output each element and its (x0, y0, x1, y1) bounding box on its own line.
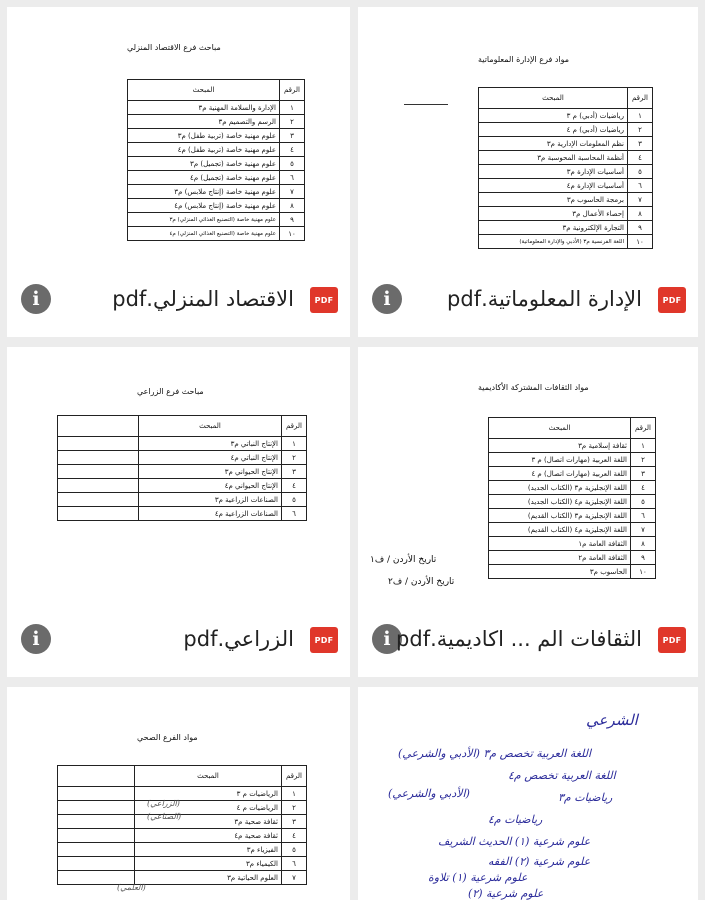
row-subject: الإنتاج الحيواني م٣ (139, 465, 282, 479)
doc-title: مواد فرع الإدارة المعلوماتية (478, 55, 570, 64)
table-row (58, 829, 307, 843)
subjects-table (57, 415, 307, 521)
table-header-row (128, 80, 305, 101)
table-row (479, 151, 653, 165)
table-header-row (58, 416, 307, 437)
row-subject: علوم مهنية خاصة (تربية طفل) م٣ (128, 129, 280, 143)
row-number: ٦ (282, 857, 307, 871)
table-row (58, 871, 307, 885)
file-preview[interactable] (7, 687, 350, 900)
doc-mark (404, 104, 448, 105)
handwritten-note: تاريخ الأردن / ف١ (370, 555, 437, 565)
table-row (489, 439, 656, 453)
table-row (479, 137, 653, 151)
row-number: ٣ (631, 467, 656, 481)
row-number: ٧ (628, 193, 653, 207)
row-number: ٩ (280, 213, 305, 227)
table-header-row (489, 418, 656, 439)
row-number: ٤ (280, 143, 305, 157)
file-name[interactable]: الزراعي.pdf (183, 627, 294, 651)
row-number: ٣ (628, 137, 653, 151)
handwritten-line: رياضيات م٣ (558, 791, 613, 804)
file-name[interactable]: الاقتصاد المنزلي.pdf (112, 287, 294, 311)
table-header-row (58, 766, 307, 787)
pdf-file-icon: PDF (310, 627, 338, 653)
row-number: ٢ (628, 123, 653, 137)
subjects-table (478, 87, 653, 249)
col-subject-header: المبحث (479, 88, 628, 109)
row-subject: الصناعات الزراعية م٤ (139, 507, 282, 521)
row-subject: علوم مهنية خاصة (إنتاج ملابس) م٤ (128, 199, 280, 213)
row-number: ١٠ (280, 227, 305, 241)
handwritten-note: (العلمي) (117, 883, 146, 892)
row-number: ٤ (628, 151, 653, 165)
row-number: ١ (628, 109, 653, 123)
row-number: ٧ (280, 185, 305, 199)
table-row (58, 801, 307, 815)
row-number: ٥ (280, 157, 305, 171)
table-row (479, 193, 653, 207)
file-card-footer (358, 263, 698, 337)
table-row (128, 101, 305, 115)
doc-title: مباحث فرع الزراعي (137, 387, 204, 396)
row-subject: الحاسوب م٣ (489, 565, 631, 579)
table-row (58, 493, 307, 507)
table-row (128, 199, 305, 213)
row-subject: علوم مهنية خاصة (إنتاج ملابس) م٣ (128, 185, 280, 199)
row-subject: برمجة الحاسوب م٣ (479, 193, 628, 207)
row-subject: علوم مهنية خاصة (التصنيع الغذائي المنزلي) م٣ (128, 213, 280, 227)
doc-title: مواد الثقافات المشتركة الأكاديمية (478, 383, 589, 392)
row-subject: اللغة الإنجليزية م٣ (الكتاب الجديد) (489, 481, 631, 495)
col-num-header: الرقم (628, 88, 653, 109)
table-row (479, 179, 653, 193)
handwritten-line: اللغة العربية تخصص م٤ (508, 769, 616, 782)
table-row (489, 453, 656, 467)
row-number: ٦ (631, 509, 656, 523)
row-number: ٤ (282, 479, 307, 493)
file-preview[interactable] (358, 687, 698, 900)
col-num-header: الرقم (631, 418, 656, 439)
handwritten-note: (الزراعي) (147, 799, 180, 808)
table-row (128, 129, 305, 143)
table-row (489, 509, 656, 523)
table-row (489, 537, 656, 551)
table-row (489, 495, 656, 509)
subjects-table (57, 765, 307, 885)
file-card-footer (7, 263, 350, 337)
file-card-footer (358, 603, 698, 677)
blank-cell (58, 843, 135, 857)
table-row (128, 171, 305, 185)
row-subject: اللغة العربية (مهارات اتصال) م ٣ (489, 453, 631, 467)
file-card-academic-cultures[interactable] (358, 347, 698, 677)
handwritten-line: (الأدبي والشرعي) (388, 787, 470, 800)
row-subject: ثقافة صحية م٣ (135, 815, 282, 829)
col-subject-header: المبحث (135, 766, 282, 787)
row-subject: الرسم والتصميم م٣ (128, 115, 280, 129)
handwritten-line: علوم شرعية (١) تلاوة (428, 871, 528, 884)
file-card-footer (7, 603, 350, 677)
blank-cell (58, 493, 139, 507)
row-subject: الرياضيات م ٤ (135, 801, 282, 815)
table-row (58, 857, 307, 871)
handwritten-note: (الصناعي) (147, 812, 182, 821)
row-number: ٨ (631, 537, 656, 551)
row-subject: ثقافة صحية م٤ (135, 829, 282, 843)
table-row (489, 523, 656, 537)
row-number: ٤ (631, 481, 656, 495)
table-row (128, 213, 305, 227)
row-subject: رياضيات (أدبي) م ٤ (479, 123, 628, 137)
blank-cell (58, 801, 135, 815)
blank-cell (58, 479, 139, 493)
file-card-agricultural[interactable] (7, 347, 350, 677)
table-row (479, 109, 653, 123)
table-row (489, 551, 656, 565)
blank-column (58, 766, 135, 787)
blank-cell (58, 815, 135, 829)
col-num-header: الرقم (280, 80, 305, 101)
pdf-file-icon: PDF (658, 627, 686, 653)
handwritten-line: رياضيات م٤ (488, 813, 543, 826)
subjects-table (127, 79, 305, 241)
table-row (58, 465, 307, 479)
handwritten-note: تاريخ الأردن / ف٢ (388, 577, 455, 587)
row-number: ٢ (282, 451, 307, 465)
file-preview[interactable] (7, 7, 350, 263)
row-number: ٣ (280, 129, 305, 143)
row-subject: التجارة الإلكترونية م٣ (479, 221, 628, 235)
row-number: ٢ (631, 453, 656, 467)
file-card-health[interactable] (7, 687, 350, 900)
row-number: ٢ (282, 801, 307, 815)
row-subject: الثقافة العامة م١ (489, 537, 631, 551)
row-subject: اللغة العربية (مهارات اتصال) م ٤ (489, 467, 631, 481)
row-number: ١ (282, 787, 307, 801)
doc-title: مباحث فرع الاقتصاد المنزلي (127, 43, 221, 52)
col-subject-header: المبحث (139, 416, 282, 437)
table-row (58, 507, 307, 521)
table-row (58, 787, 307, 801)
row-subject: الثقافة العامة م٢ (489, 551, 631, 565)
blank-cell (58, 465, 139, 479)
row-subject: إحصاء الأعمال م٣ (479, 207, 628, 221)
table-row (479, 221, 653, 235)
blank-cell (58, 787, 135, 801)
row-subject: أساسيات الإدارة م٣ (479, 165, 628, 179)
row-subject: الإنتاج النباتي م٣ (139, 437, 282, 451)
table-row (128, 227, 305, 241)
row-number: ٩ (628, 221, 653, 235)
table-row (58, 479, 307, 493)
row-number: ٨ (628, 207, 653, 221)
table-row (489, 467, 656, 481)
col-num-header: الرقم (282, 416, 307, 437)
row-subject: علوم مهنية خاصة (التصنيع الغذائي المنزلي) م٤ (128, 227, 280, 241)
table-header-row (479, 88, 653, 109)
row-number: ٦ (280, 171, 305, 185)
handwritten-line: الشرعي (586, 711, 638, 729)
row-number: ٢ (280, 115, 305, 129)
table-row (479, 207, 653, 221)
row-number: ٤ (282, 829, 307, 843)
table-row (58, 437, 307, 451)
row-number: ٥ (282, 843, 307, 857)
row-subject: الكيمياء م٣ (135, 857, 282, 871)
doc-title: مواد الفرع الصحي (137, 733, 198, 742)
file-card-information-management[interactable] (358, 7, 698, 337)
row-subject: الإنتاج الحيواني م٤ (139, 479, 282, 493)
row-subject: العلوم الحياتية م٣ (135, 871, 282, 885)
table-row (479, 165, 653, 179)
pdf-file-icon: PDF (310, 287, 338, 313)
row-subject: الصناعات الزراعية م٣ (139, 493, 282, 507)
table-row (128, 185, 305, 199)
file-preview[interactable] (7, 347, 350, 603)
row-number: ١ (631, 439, 656, 453)
row-number: ٥ (282, 493, 307, 507)
row-number: ٧ (282, 871, 307, 885)
blank-cell (58, 437, 139, 451)
handwritten-line: علوم شرعية (٢) الفقه (488, 855, 591, 868)
file-card-handwritten[interactable] (358, 687, 698, 900)
table-row (489, 481, 656, 495)
row-number: ٥ (631, 495, 656, 509)
row-number: ٦ (282, 507, 307, 521)
info-icon[interactable]: i (372, 284, 402, 314)
pdf-file-icon: PDF (658, 287, 686, 313)
handwritten-line: علوم شرعية (٢) (468, 887, 544, 900)
table-row (479, 123, 653, 137)
row-subject: أساسيات الإدارة م٤ (479, 179, 628, 193)
col-subject-header: المبحث (128, 80, 280, 101)
file-name[interactable]: الثقافات الم ... اكاديمية.pdf (396, 627, 642, 651)
file-card-home-economics[interactable] (7, 7, 350, 337)
table-row (479, 235, 653, 249)
row-number: ٨ (280, 199, 305, 213)
row-number: ٣ (282, 815, 307, 829)
row-subject: اللغة الإنجليزية م٣ (الكتاب القديم) (489, 509, 631, 523)
row-subject: علوم مهنية خاصة (تجميل) م٣ (128, 157, 280, 171)
row-subject: الرياضيات م ٣ (135, 787, 282, 801)
info-icon[interactable]: i (21, 284, 51, 314)
row-subject: اللغة الإنجليزية م٤ (الكتاب القديم) (489, 523, 631, 537)
file-name[interactable]: الإدارة المعلوماتية.pdf (447, 287, 642, 311)
row-number: ٥ (628, 165, 653, 179)
row-number: ٣ (282, 465, 307, 479)
handwritten-line: علوم شرعية (١) الحديث الشريف (438, 835, 591, 848)
row-subject: ثقافة إسلامية م٣ (489, 439, 631, 453)
row-number: ١ (282, 437, 307, 451)
blank-cell (58, 829, 135, 843)
col-subject-header: المبحث (489, 418, 631, 439)
file-preview[interactable] (358, 347, 698, 603)
blank-column (58, 416, 139, 437)
row-subject: الفيزياء م٣ (135, 843, 282, 857)
table-row (58, 451, 307, 465)
col-num-header: الرقم (282, 766, 307, 787)
table-row (128, 143, 305, 157)
subjects-table (488, 417, 656, 579)
row-subject: الإنتاج النباتي م٤ (139, 451, 282, 465)
table-row (58, 815, 307, 829)
row-number: ٩ (631, 551, 656, 565)
table-row (58, 843, 307, 857)
row-number: ١٠ (628, 235, 653, 249)
row-subject: نظم المعلومات الإدارية م٣ (479, 137, 628, 151)
file-preview[interactable] (358, 7, 698, 263)
blank-cell (58, 857, 135, 871)
table-row (489, 565, 656, 579)
info-icon[interactable]: i (21, 624, 51, 654)
row-number: ١٠ (631, 565, 656, 579)
table-row (128, 115, 305, 129)
row-number: ١ (280, 101, 305, 115)
row-subject: أنظمة المحاسبة المحوسبة م٣ (479, 151, 628, 165)
handwritten-line: اللغة العربية تخصص م٣ (الأدبي والشرعي) (398, 747, 592, 760)
row-subject: علوم مهنية خاصة (تجميل) م٤ (128, 171, 280, 185)
row-subject: اللغة الفرنسية م٣ (الأدبي والإدارة المعلوماتية) (479, 235, 628, 249)
blank-cell (58, 507, 139, 521)
row-number: ٧ (631, 523, 656, 537)
row-subject: علوم مهنية خاصة (تربية طفل) م٤ (128, 143, 280, 157)
row-subject: الإدارة والسلامة المهنية م٣ (128, 101, 280, 115)
blank-cell (58, 451, 139, 465)
table-row (128, 157, 305, 171)
row-subject: اللغة الإنجليزية م٤ (الكتاب الجديد) (489, 495, 631, 509)
info-icon[interactable]: i (372, 624, 402, 654)
row-number: ٦ (628, 179, 653, 193)
row-subject: رياضيات (أدبي) م ٣ (479, 109, 628, 123)
